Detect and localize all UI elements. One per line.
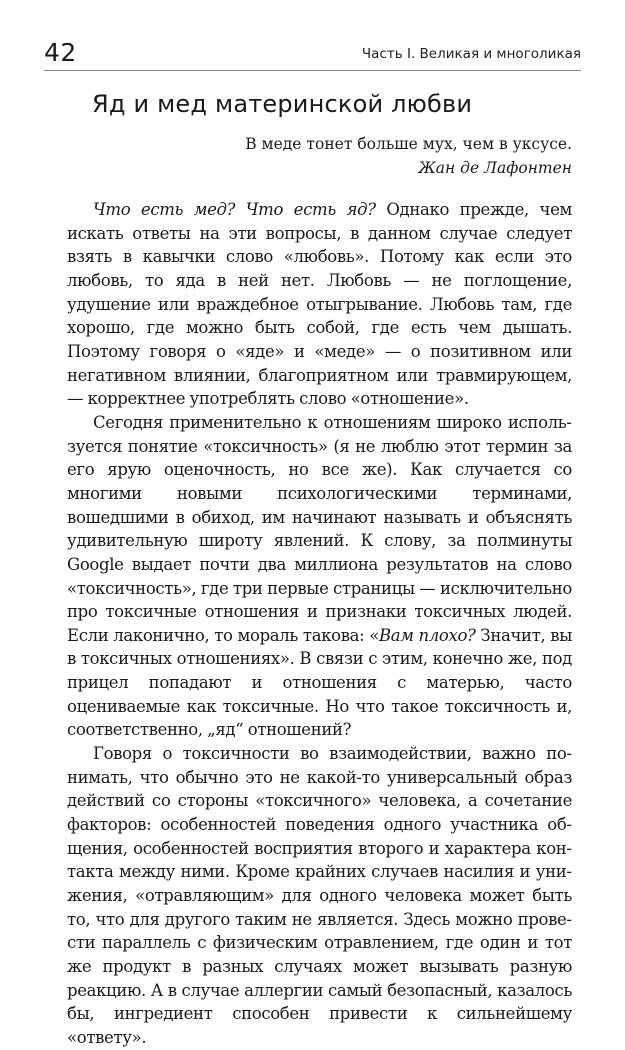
running-header	[44, 38, 581, 68]
paragraph-3-text: Говоря о токсичности во взаимодействии, важно понимать, что обычно это не какой-то универсальный образ действий со стороны «токсичного» человека, а сочетание факторов: особенностей поведения одного участника общения, особенностей восприятия второго и характера контакта между ними. Кроме крайних случаев насилия и унижения, «отравляющим» для одного человека может быть то, что для другого таким не является. Здесь можно провести параллель с физическим отравлением, где один и тот же продукт в разных случаях может вызывать разную реакцию. А в случае аллергии самый безопасный, казалось бы, ингредиент способен привести к сильнейшему «ответу».	[67, 744, 572, 1047]
chapter-title: Яд и мед материнской любви	[92, 90, 473, 118]
paragraph-3	[67, 742, 572, 1050]
paragraph-2-text-after: Значит, вы в токсичных отношениях». В связи с этим, конечно же, под прицел попадают и отношения с матерью, часто оцениваемые как токсичные. Но что такое токсичность и, соответственно, „яд“ отношений?	[67, 625, 572, 740]
page-number: 42	[44, 38, 77, 67]
header-rule	[44, 70, 581, 71]
paragraph-1	[67, 198, 572, 411]
paragraph-1-text: Однако прежде, чем искать ответы на эти вопросы, в данном случае следует взять в кавычки слово «любовь». Потому как если это любовь, то яда в ней нет. Любовь — не поглощение, удушение или враждебное отыгрывание. Любовь там, где хорошо, где можно быть собой, где есть чем дышать. Поэтому говоря о «яде» и «меде» — о позитивном или негативном влиянии, благоприятном или травмирующем, — корректнее употреблять слово «отношение».	[67, 200, 572, 409]
paragraph-1-italic-intro: Что есть мед? Что есть яд?	[93, 200, 376, 219]
running-title: Часть I. Великая и многоликая	[361, 46, 581, 62]
paragraph-2-text-before: Сегодня применительно к отношениям широко используется понятие «токсичность» (я не люблю этот термин за его ярую оценочность, но все же). Как случается со многими новыми психологическими терминами, вошедшими в обиход, им начинают называть и объяснять удивительную широту явлений. К слову, за полминуты Google выдает почти два миллиона результатов на слово «токсичность», где три первые страницы — исключительно про токсичные отношения и признаки токсичных людей. Если лаконично, то мораль такова: «	[67, 412, 572, 645]
epigraph-quote: В меде тонет больше мух, чем в уксусе.	[245, 135, 572, 153]
epigraph	[245, 132, 572, 180]
paragraph-2-italic: Вам плохо?	[379, 625, 476, 645]
paragraph-2	[67, 411, 572, 742]
body-text	[67, 198, 572, 1050]
epigraph-author: Жан де Лафонтен	[418, 159, 572, 177]
